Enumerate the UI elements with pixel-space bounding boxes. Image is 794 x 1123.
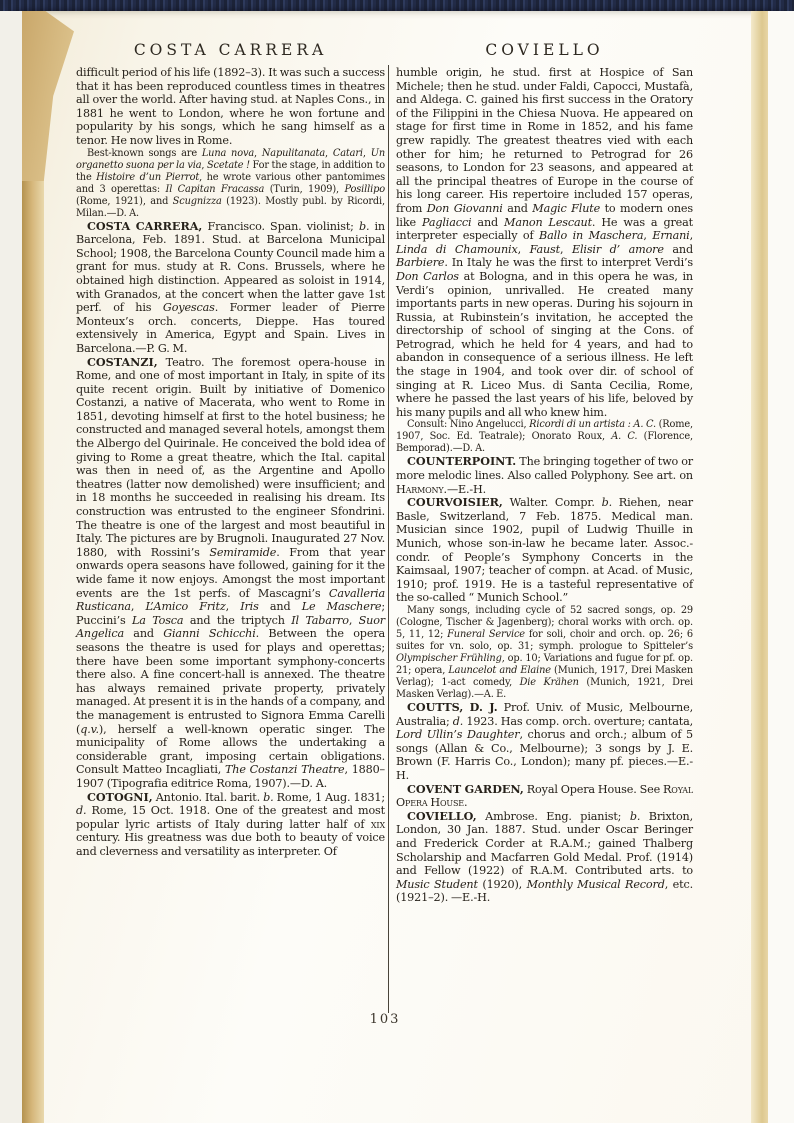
page-corner-left <box>22 11 74 181</box>
entry-paragraph: COVENT GARDEN, Royal Opera House. See Royal Opera House. <box>396 781 693 810</box>
column-left <box>76 66 385 858</box>
small-print-paragraph: Many songs, including cycle of 52 sacred songs, op. 29 (Cologne, Tischer & Jagenberg); choral works with orch. op. 5, 11, 12; Funeral Service for soli, choir and orch. op. 26; 6 suites for vn. solo, op. 31; symph. prologue to Spitteler’s Olympischer Frühling, op. 10; Variations and fugue for pf. op. 21; opera, Launcelot and Elaine (Munich, 1917, Drei Masken Verlag); 1-act comedy, Die Krähen (Munich, 1921, Drei Masken Verlag).—A. E. <box>396 604 693 700</box>
running-head-right: COVIELLO <box>485 41 604 59</box>
page-edge-right <box>751 11 768 1123</box>
page-number: 103 <box>369 1012 401 1027</box>
page-stack-edge-left <box>0 11 22 1123</box>
body-paragraph: humble origin, he stud. first at Hospice of San Michele; then he stud. under Faldi, Capocci, Mustafà, and Aldega. C. gained his first success in the Oratory of the Filippini in the Chiesa Nuova. He appeared on stage for first time in Rome in 1852, and his fame grew rapidly. The greatest theatres vied with each other for him; he returned to Petrograd for 26 seasons, to London for 23 seasons, and appeared at all the principal theatres of Europe in the course of his long career. His repertoire included 157 operas, from Don Giovanni and Magic Flute to modern ones like Pagliacci and Manon Lescaut. He was a great interpreter especially of Ballo in Maschera, Ernani, Linda di Chamounix, Faust, Elisir d’ amore and Barbiere. In Italy he was the first to interpret Verdi’s Don Carlos at Bologna, and in this opera he was, in Verdi’s opinion, unrivalled. He created many importants parts in new operas. During his sojourn in Russia, at Rubinstein’s invitation, he accepted the directorship of school of singing at the Cons. of Petrograd, which he held for 4 years, and had to abandon in consequence of a serious illness. He left the stage in 1904, and took over dir. of school of singing at R. Liceo Mus. di Santa Cecilia, Rome, where he passed the last years of his life, beloved by his many pupils and all who knew him. <box>396 66 694 419</box>
column-right <box>396 66 693 905</box>
column-divider <box>388 65 389 1013</box>
small-print-paragraph: Best-known songs are Luna nova, Napulitanata, Catari, Un organetto suona per la via, Scetate ! For the stage, in addition to the Histoire d’un Pierrot, he wrote various other pantomimes and 3 operettas: Il Capitan Fracassa (Turin, 1909), Posillipo (Rome, 1921), and Scugnizza (1923). Mostly publ. by Ricordi, Milan.—D. A. <box>76 147 385 219</box>
body-paragraph: difficult period of his life (1892–3). It was such a success that it has been reproduced countless times in theatres all over the world. After having stud. at Naples Cons., in 1881 he went to London, where he won fortune and popularity by his songs, which he sang himself as a tenor. He now lives in Rome. <box>76 66 385 147</box>
book-page <box>0 11 794 1123</box>
entry-paragraph: COUTTS, D. J. Prof. Univ. of Music, Melbourne, Australia; d. 1923. Has comp. orch. overture; cantata, Lord Ullin’s Daughter, chorus and orch.; album of 5 songs (Allan & Co., Melbourne); 3 songs by J. E. Brown (F. Harris Co., London); many pf. pieces.—E.-H. <box>396 699 694 782</box>
entry-paragraph: COURVOISIER, Walter. Compr. b. Riehen, near Basle, Switzerland, 7 Feb. 1875. Medical man. Musician since 1902, pupil of Ludwig Thuille in Munich, whose son-in-law he became later. Assoc.-condr. of People’s Symphony Concerts in the Kaimsaal, 1907; teacher of compn. at Acad. of Music, 1910; prof. 1919. He is a tasteful representative of the so-called “ Munich School.” <box>396 495 694 605</box>
entry-paragraph: COSTANZI, Teatro. The foremost opera-house in Rome, and one of most important in Italy, in spite of its quite recent origin. Built by initiative of Domenico Costanzi, a native of Macerata, who went to Rome in 1851, devoting himself at first to the hotel business; he constructed and managed several hotels, amongst them the Albergo del Quirinale. He conceived the bold idea of giving to Rome a great theatre, which the Ital. capital was then in need of, as the Argentine and Apollo theatres (latter now demolished) were insufficient; and in 18 months he succeeded in realising his dream. Its construction was entrusted to the engineer Sfondrini. The theatre is one of the largest and most beautiful in Italy. The pictures are by Brugnoli. Inaugurated 27 Nov. 1880, with Rossini’s Semiramide. From that year onwards opera seasons have followed, gaining for it the wide fame it now enjoys. Amongst the most important events are the 1st perfs. of Mascagni’s Cavalleria Rusticana, L’Amico Fritz, Iris and Le Maschere; Puccini’s La Tosca and the triptych Il Tabarro, Suor Angelica and Gianni Schicchi. Between the opera seasons the theatre is used for plays and operettas; there have been some important symphony-concerts there also. A fine concert-hall is annexed. The theatre has always remained private property, privately managed. At present it is in the hands of a company, and the management is entrusted to Signora Emma Carelli (q.v.), herself a well-known operatic singer. The municipality of Rome allows the undertaking a considerable grant, imposing certain obligations. Consult Matteo Incagliati, The Costanzi Theatre, 1880–1907 (Tipografia editrice Roma, 1907).—D. A. <box>76 354 386 790</box>
entry-paragraph: COVIELLO, Ambrose. Eng. pianist; b. Brixton, London, 30 Jan. 1887. Stud. under Oscar Beringer and Frederick Corder at R.A.M.; gained Thalberg Scholarship and Macfarren Gold Medal. Prof. (1914) and Fellow (1922) of R.A.M. Contributed arts. to Music Student (1920), Monthly Musical Record, etc. (1921–2). —E.-H. <box>396 808 694 905</box>
entry-paragraph: COTOGNI, Antonio. Ital. barit. b. Rome, 1 Aug. 1831; d. Rome, 15 Oct. 1918. One of the greatest and most popular lyric artists of Italy during latter half of xix century. His greatness was due both to beauty of voice and cleverness and versatility as interpreter. Of <box>76 789 385 858</box>
small-print-paragraph: Consult: Nino Angelucci, Ricordi di un artista : A. C. (Rome, 1907, Soc. Ed. Teatrale); Onorato Roux, A. C. (Florence, Bemporad).—D. A. <box>396 419 693 455</box>
entry-paragraph: COUNTERPOINT. The bringing together of two or more melodic lines. Also called Polyphony. See art. on Harmony.—E.-H. <box>396 454 693 496</box>
entry-paragraph: COSTA CARRERA, Francisco. Span. violinist; b. in Barcelona, Feb. 1891. Stud. at Barcelona Municipal School; 1908, the Barcelona County Council made him a grant for mus. study at R. Cons. Brussels, where he obtained high distinction. Appeared as soloist in 1914, with Granados, at the concert when the latter gave 1st perf. of his Goyescas. Former leader of Pierre Monteux’s orch. concerts, Dieppe. Has toured extensively in America, Egypt and Spain. Lives in Barcelona.—P. G. M. <box>76 218 385 355</box>
running-head-left: COSTA CARRERA <box>133 41 328 59</box>
page-stack-edge-right <box>768 11 794 1123</box>
